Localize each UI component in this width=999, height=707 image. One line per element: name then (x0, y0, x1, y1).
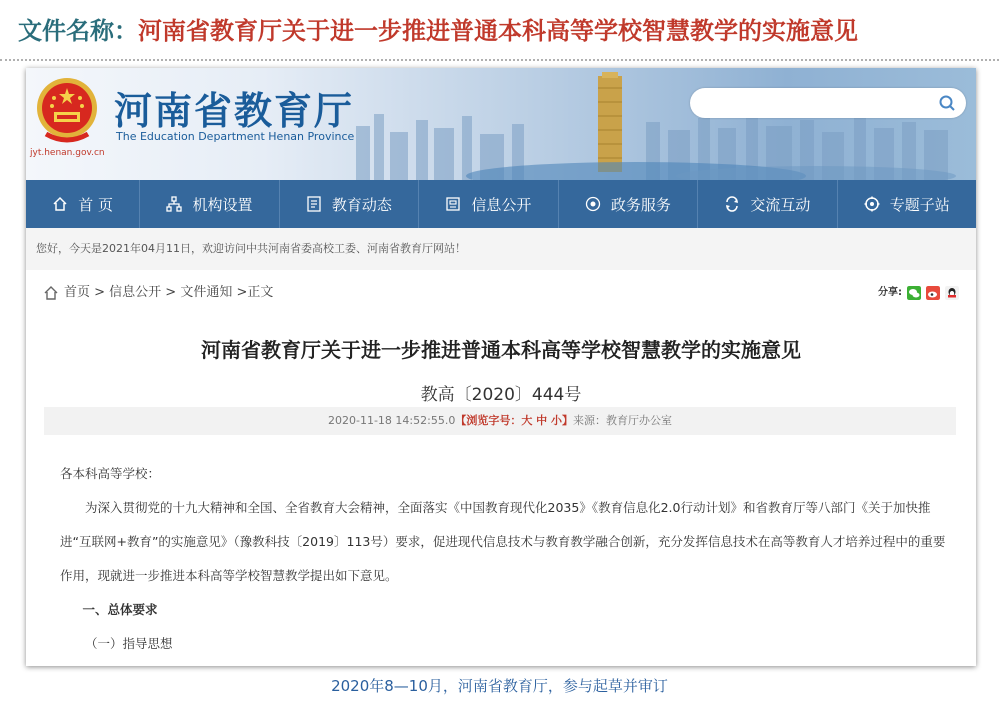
body-paragraph (60, 661, 948, 666)
qq-icon[interactable] (945, 286, 959, 300)
org-chart-icon (166, 196, 182, 212)
nav-item-info-disclosure[interactable] (419, 180, 558, 228)
main-nav (26, 180, 976, 228)
publish-date: 2020-11-18 14:52:55.0 (328, 414, 456, 427)
search-input[interactable] (702, 88, 936, 120)
wechat-icon[interactable] (907, 286, 921, 300)
font-size-switcher[interactable]: 【浏览字号：大 中 小】 (455, 414, 573, 427)
body-paragraph: 为深入贯彻党的十九大精神和全国、全省教育大会精神，全面落实《中国教育现代化2035》《教育信息化2.0行动计划》和省教育厅等八部门《关于加快推进“互联网+教育”的实施意见》（豫教科技〔2019〕113号）要求，促进现代信息技术与教育教学融合创新，充分发挥信息技术在高等教育人才培养过程中的重要作用，现就进一步推进本科高等学校智慧教学提出如下意见。 (60, 500, 946, 583)
article-title: 河南省教育厅关于进一步推进普通本科高等学校智慧教学的实施意见 (201, 338, 801, 362)
search-icon[interactable] (938, 94, 956, 112)
nav-item-label: 信息公开 (471, 195, 532, 214)
news-icon (306, 196, 322, 212)
topic-icon (864, 196, 880, 212)
site-url: jyt.henan.gov.cn (30, 148, 105, 158)
breadcrumb-home-icon[interactable] (44, 286, 58, 300)
nav-item-news[interactable] (280, 180, 419, 228)
site-banner (26, 68, 976, 180)
slide-title (0, 0, 999, 62)
website-screenshot (26, 68, 976, 666)
interaction-icon (724, 196, 740, 212)
nav-item-label: 机构设置 (192, 195, 253, 214)
home-icon (52, 196, 68, 212)
nav-item-label: 交流互动 (750, 195, 811, 214)
weibo-icon[interactable] (926, 286, 940, 300)
nav-item-label: 专题子站 (889, 195, 950, 214)
slide-title-value: 河南省教育厅关于进一步推进普通本科高等学校智慧教学的实施意见 (138, 17, 858, 45)
subsection-heading: （一）指导思想 (85, 636, 173, 651)
breadcrumb[interactable]: 首页 > 信息公开 > 文件通知 >正文 (64, 285, 274, 300)
service-icon (585, 196, 601, 212)
search-box (690, 88, 966, 118)
nav-item-home[interactable] (26, 180, 140, 228)
article-source: 来源：教育厅办公室 (573, 414, 672, 427)
document-number: 教高〔2020〕444号 (420, 385, 582, 405)
site-name: 河南省教育厅 (114, 89, 355, 133)
title-divider (0, 59, 999, 61)
nav-item-label: 首 页 (78, 195, 113, 214)
slide-title-label: 文件名称： (18, 17, 138, 45)
national-emblem-logo (32, 74, 102, 148)
nav-item-gov-services[interactable] (559, 180, 698, 228)
nav-item-organization[interactable] (140, 180, 279, 228)
nav-item-label: 政务服务 (610, 195, 671, 214)
article-meta (44, 407, 956, 435)
nav-item-interaction[interactable] (698, 180, 837, 228)
breadcrumb-row (26, 278, 976, 308)
share-label: 分享: (878, 287, 902, 298)
site-name-english: The Education Department Henan Province (116, 130, 355, 143)
nav-item-label: 教育动态 (331, 195, 392, 214)
article-body (60, 457, 948, 666)
city-skyline-image (346, 68, 976, 180)
salutation: 各本科高等学校： (60, 466, 161, 481)
greeting-bar: 您好，今天是2021年04月11日，欢迎访问中共河南省委高校工委、河南省教育厅网站！ (26, 228, 976, 270)
slide-caption: 2020年8—10月，河南省教育厅，参与起草并审订 (331, 677, 668, 695)
nav-item-topics[interactable] (838, 180, 976, 228)
section-heading: 一、总体要求 (82, 602, 158, 617)
info-icon (445, 196, 461, 212)
share-bar (878, 278, 959, 308)
